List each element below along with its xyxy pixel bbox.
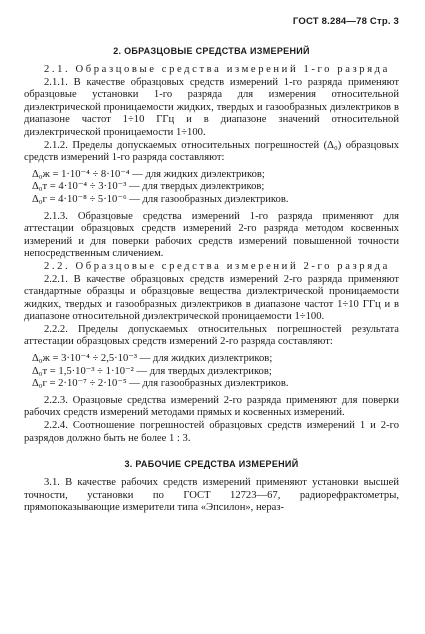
formula-1-solid: Δ₀т = 4·10⁻⁴ ÷ 3·10⁻³ — для твердых диэлектриков; — [32, 181, 265, 193]
clause-2-1-2: 2.1.2. Пределы допускаемых относительных погрешностей (Δ₀) образцовых средств измерений 1-го разряда составляют: — [24, 139, 399, 164]
page-header: ГОСТ 8.284—78 Стр. 3 — [292, 16, 399, 27]
section-3-heading: 3. РАБОЧИЕ СРЕДСТВА ИЗМЕРЕНИЙ — [124, 459, 299, 470]
formula-2-liquid: Δ₀ж = 3·10⁻⁴ ÷ 2,5·10⁻³ — для жидких диэлектриков; — [32, 353, 273, 365]
clause-3-1: 3.1. В качестве рабочих средств измерений применяют установки высшей точности, установки по ГОСТ 12723—67, радиорефрактометры, прямопоказывающие измерители типа «Эпсилон», нераз- — [24, 477, 399, 514]
formula-1-liquid: Δ₀ж = 1·10⁻⁴ ÷ 8·10⁻⁴ — для жидких диэлектриков; — [32, 168, 265, 180]
clause-2-2-2: 2.2.2. Пределы допускаемых относительных погрешностей результата аттестации образцовых средств измерений 2-го разряда составляют: — [24, 323, 399, 348]
formula-2-gas: Δ₀г = 2·10⁻⁷ ÷ 2·10⁻⁵ — для газообразных диэлектриков. — [32, 378, 289, 390]
clause-2-2-3: 2.2.3. Оразцовые средства измерений 2-го разряда применяют для поверки рабочих средств измерений методами прямых и косвенных измерений. — [24, 394, 399, 419]
clause-2-2: 2.2. Образцовые средства измерений 2-го разряда — [44, 260, 390, 272]
clause-2-2-4: 2.2.4. Соотношение погрешностей образцовых средств измерений 1 и 2-го разрядов должно быть не более 1 : 3. — [24, 420, 399, 444]
clause-2-1-3: 2.1.3. Образцовые средства измерений 1-го разряда применяют для аттестации образцовых средств измерений 2-го разряда методом косвенных измерений и для поверки рабочих средств измерений повышенной точности непосредственным сличением. — [24, 210, 399, 260]
section-2-heading: 2. ОБРАЗЦОВЫЕ СРЕДСТВА ИЗМЕРЕНИЙ — [113, 46, 310, 56]
formula-2-solid: Δ₀т = 1,5·10⁻³ ÷ 1·10⁻² — для твердых диэлектриков; — [32, 365, 272, 377]
clause-2-1: 2.1. Образцовые средства измерений 1-го разряда — [44, 64, 390, 75]
formula-1-gas: Δ₀г = 4·10⁻⁸ ÷ 5·10⁻⁶ — для газообразных диэлектриков. — [32, 193, 289, 205]
clause-2-1-1: 2.1.1. В качестве образцовых средств измерений 1-го разряда применяют образцовые установки 1-го разряда для измерения относительной диэлектрической проницаемости жидких, твердых и газообразных диэлектриков в диапазоне частот 1÷10 ГГц и в диапазоне значений относительной диэлектрической проницаемости 1÷100. — [24, 76, 399, 138]
clause-2-2-1: 2.2.1. В качестве образцовых средств измерений 2-го разряда применяют стандартные образцы и образцовые вещества диэлектрической проницаемости жидких, твердых и газообразных диэлектриков в диапазоне частот 1÷10 ГГц и в диапазоне относительной диэлектрической проницаемости 1÷100. — [24, 273, 399, 323]
